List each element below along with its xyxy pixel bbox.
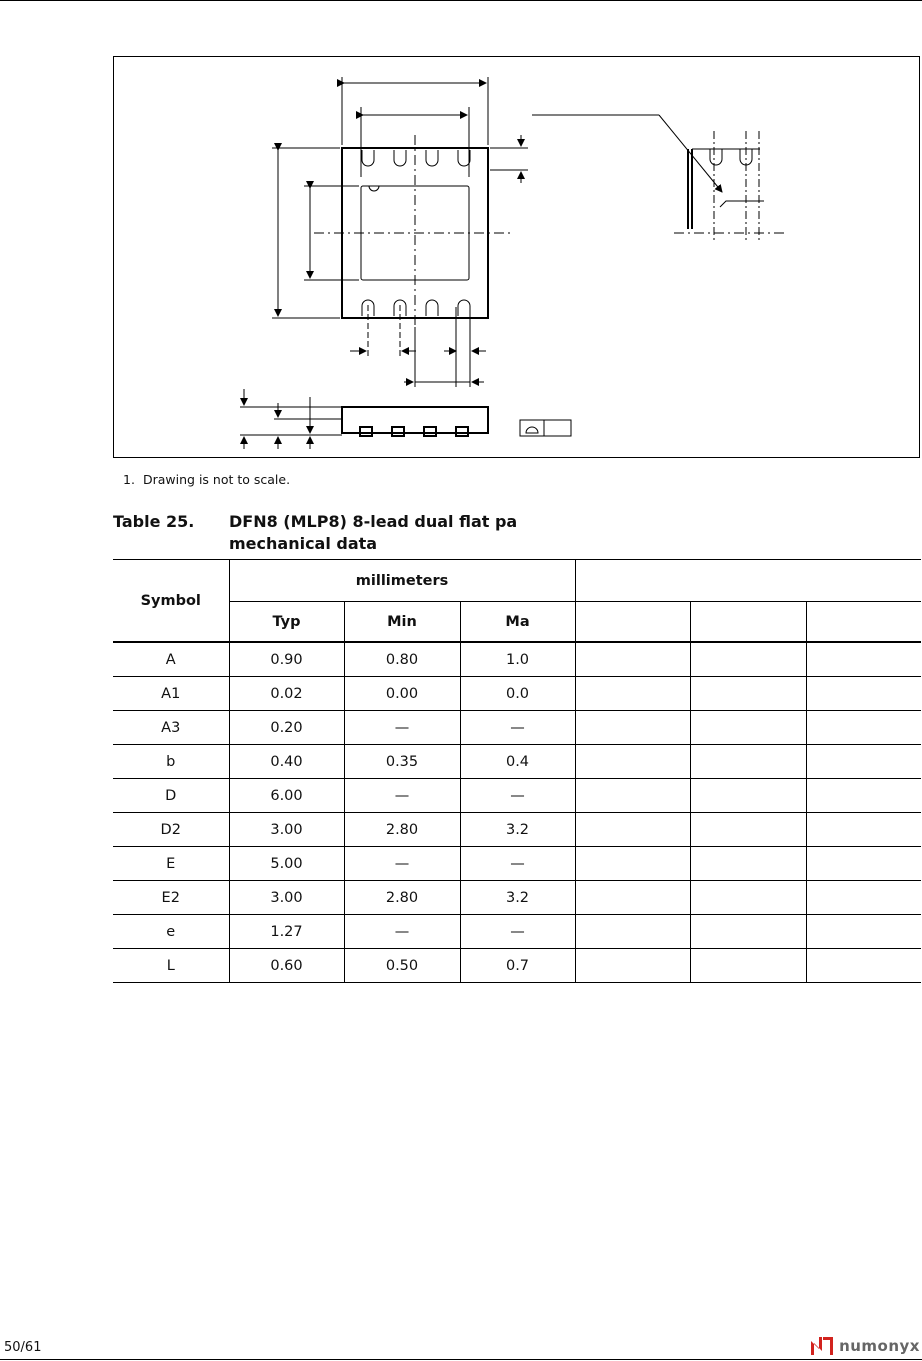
- min-cell: 2.80: [344, 813, 460, 847]
- empty-cell: [690, 949, 806, 983]
- max-cell: —: [460, 711, 575, 745]
- table-row: [113, 711, 921, 745]
- table-title-line1: DFN8 (MLP8) 8-lead dual flat pa: [229, 512, 518, 531]
- symbol-cell: A1: [113, 677, 229, 711]
- min-cell: —: [344, 779, 460, 813]
- typ-cell: 3.00: [229, 881, 344, 915]
- empty-group-header: [575, 560, 921, 602]
- symbol-cell: L: [113, 949, 229, 983]
- empty-cell: [575, 813, 690, 847]
- empty-cell: [806, 642, 921, 677]
- empty-cell: [690, 745, 806, 779]
- empty-cell: [575, 677, 690, 711]
- symbol-cell: A: [113, 642, 229, 677]
- typ-cell: 1.27: [229, 915, 344, 949]
- mechanical-drawing: [114, 57, 921, 459]
- symbol-cell: D2: [113, 813, 229, 847]
- min-cell: 2.80: [344, 881, 460, 915]
- header-row-1: [113, 560, 921, 602]
- typ-cell: 6.00: [229, 779, 344, 813]
- empty-header: [575, 602, 690, 643]
- max-cell: 3.2: [460, 813, 575, 847]
- table-row: [113, 642, 921, 677]
- symbol-header: Symbol: [113, 560, 229, 643]
- typ-cell: 0.60: [229, 949, 344, 983]
- note-number: 1.: [123, 472, 135, 487]
- numonyx-logo-icon: [811, 1337, 833, 1355]
- max-cell: —: [460, 915, 575, 949]
- empty-cell: [575, 881, 690, 915]
- min-cell: 0.35: [344, 745, 460, 779]
- table-row: [113, 847, 921, 881]
- table-label: Table 25.: [113, 512, 195, 531]
- empty-cell: [575, 949, 690, 983]
- min-cell: —: [344, 915, 460, 949]
- min-cell: 0.00: [344, 677, 460, 711]
- empty-cell: [690, 642, 806, 677]
- min-cell: —: [344, 847, 460, 881]
- min-cell: 0.50: [344, 949, 460, 983]
- max-cell: 0.7: [460, 949, 575, 983]
- note-text: Drawing is not to scale.: [143, 472, 291, 487]
- package-outline-drawing: [113, 56, 920, 458]
- empty-header: [806, 602, 921, 643]
- empty-cell: [575, 642, 690, 677]
- typ-cell: 0.02: [229, 677, 344, 711]
- empty-cell: [690, 779, 806, 813]
- drawing-note: [123, 472, 290, 487]
- top-rule: [0, 0, 922, 1]
- empty-cell: [575, 779, 690, 813]
- table-row: [113, 949, 921, 983]
- table-row: [113, 779, 921, 813]
- empty-cell: [690, 881, 806, 915]
- max-header: Ma: [460, 602, 575, 643]
- empty-cell: [575, 745, 690, 779]
- bottom-rule: [0, 1359, 922, 1360]
- empty-cell: [806, 949, 921, 983]
- logo-wordmark: numonyx: [839, 1337, 920, 1355]
- typ-cell: 0.20: [229, 711, 344, 745]
- typ-cell: 5.00: [229, 847, 344, 881]
- min-cell: 0.80: [344, 642, 460, 677]
- table-title-line2: mechanical data: [229, 534, 378, 553]
- page-number: 50/61: [4, 1340, 42, 1355]
- typ-cell: 0.40: [229, 745, 344, 779]
- symbol-cell: E2: [113, 881, 229, 915]
- empty-cell: [806, 779, 921, 813]
- numonyx-logo: [811, 1337, 920, 1355]
- symbol-cell: D: [113, 779, 229, 813]
- max-cell: 1.0: [460, 642, 575, 677]
- table-row: [113, 915, 921, 949]
- typ-cell: 0.90: [229, 642, 344, 677]
- symbol-cell: b: [113, 745, 229, 779]
- max-cell: 3.2: [460, 881, 575, 915]
- min-cell: —: [344, 711, 460, 745]
- max-cell: —: [460, 779, 575, 813]
- empty-cell: [806, 915, 921, 949]
- header-row-2: [113, 602, 921, 643]
- empty-cell: [690, 677, 806, 711]
- table-row: [113, 881, 921, 915]
- empty-cell: [690, 915, 806, 949]
- empty-header: [690, 602, 806, 643]
- empty-cell: [690, 813, 806, 847]
- empty-cell: [806, 745, 921, 779]
- symbol-cell: A3: [113, 711, 229, 745]
- symbol-cell: E: [113, 847, 229, 881]
- millimeters-header: millimeters: [229, 560, 575, 602]
- empty-cell: [806, 711, 921, 745]
- empty-cell: [690, 711, 806, 745]
- empty-cell: [575, 711, 690, 745]
- min-header: Min: [344, 602, 460, 643]
- mechanical-data-table: [113, 559, 921, 983]
- typ-header: Typ: [229, 602, 344, 643]
- max-cell: 0.4: [460, 745, 575, 779]
- empty-cell: [806, 847, 921, 881]
- empty-cell: [806, 677, 921, 711]
- empty-cell: [806, 881, 921, 915]
- table-row: [113, 677, 921, 711]
- empty-cell: [575, 915, 690, 949]
- symbol-cell: e: [113, 915, 229, 949]
- max-cell: 0.0: [460, 677, 575, 711]
- typ-cell: 3.00: [229, 813, 344, 847]
- table-row: [113, 745, 921, 779]
- empty-cell: [806, 813, 921, 847]
- empty-cell: [690, 847, 806, 881]
- table-row: [113, 813, 921, 847]
- empty-cell: [575, 847, 690, 881]
- max-cell: —: [460, 847, 575, 881]
